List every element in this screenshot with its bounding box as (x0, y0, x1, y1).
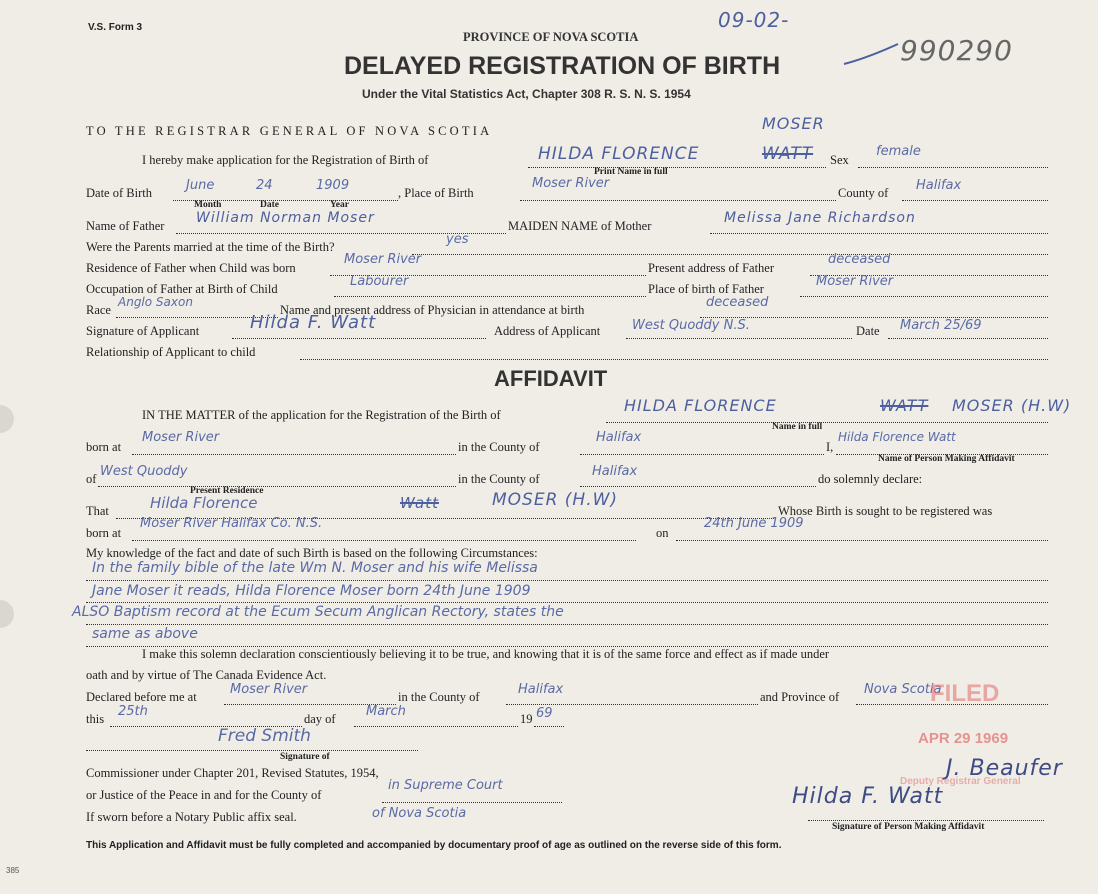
year-prefix: 19 (520, 712, 533, 726)
mother-value: Melissa Jane Richardson (724, 210, 916, 226)
county-value-4: Halifax (518, 682, 564, 697)
dob-day: 24 (256, 178, 273, 193)
affiant-caption: Signature of Person Making Affidavit (832, 822, 985, 832)
day-of-label: day of (304, 712, 336, 726)
matter-name: HILDA FLORENCE (624, 396, 777, 415)
married-value: yes (446, 232, 469, 247)
mother-label: MAIDEN NAME of Mother (508, 219, 652, 233)
declared-value: Moser River (230, 682, 308, 697)
month-caption: Month (194, 200, 222, 210)
race-label: Race (86, 303, 111, 317)
county-label: County of (838, 186, 889, 200)
race-value: Anglo Saxon (118, 295, 193, 309)
i-label: I, (826, 440, 834, 454)
filed-stamp: FILED (930, 680, 1000, 707)
punch-hole (0, 405, 14, 433)
footer-note: This Application and Affidavit must be fully completed and accompanied by documentary proof of age as outlined on the reverse side of this form. (86, 840, 782, 851)
county-value-2: Halifax (596, 430, 642, 445)
father-label: Name of Father (86, 219, 165, 233)
date-label: Date (856, 324, 880, 338)
punch-hole (0, 600, 14, 628)
date-caption: Date (260, 200, 279, 210)
father-birthplace-label: Place of birth of Father (648, 282, 764, 296)
born-at-label-2: born at (86, 526, 122, 540)
application-label: I hereby make application for the Registration of Birth of (142, 153, 429, 167)
applicant-address-value: West Quoddy N.S. (632, 318, 750, 333)
circumstance-line-3: ALSO Baptism record at the Ecum Secum Anglican Rectory, states the (72, 604, 564, 620)
month-value: March (366, 704, 406, 719)
dob-year: 1909 (316, 178, 350, 193)
name-correction: MOSER (762, 114, 825, 133)
matter-correction: MOSER (H.W) (952, 396, 1072, 415)
print-code: 385 (6, 866, 20, 875)
place-birth-label: , Place of Birth (398, 186, 474, 200)
commissioner-signature: Fred Smith (218, 726, 311, 746)
that-label: That (86, 504, 109, 518)
struck-surname: WATT (762, 144, 814, 164)
that-correction: MOSER (H.W) (492, 490, 619, 510)
matter-struck: WATT (880, 396, 929, 415)
present-address-label: Present address of Father (648, 261, 775, 275)
relationship-label: Relationship of Applicant to child (86, 345, 256, 359)
handwritten-ref: 09-02- (718, 8, 790, 32)
on-label: on (656, 526, 669, 540)
applicant-address-label: Address of Applicant (494, 324, 601, 338)
father-value: William Norman Moser (196, 210, 375, 226)
knowledge-label: My knowledge of the fact and date of such Birth is based on the following Circumstances: (86, 546, 538, 560)
applicant-signature: Hilda F. Watt (250, 312, 377, 333)
residence-value: Moser River (344, 252, 422, 267)
applicant-child-name: HILDA FLORENCE (538, 144, 700, 164)
circumstance-line-2: Jane Moser it reads, Hilda Florence Moser born 24th June 1909 (92, 583, 531, 599)
county-label-2: in the County of (458, 440, 540, 454)
signature-of-caption: Signature of (280, 752, 330, 762)
affiant-signature: Hilda F. Watt (792, 784, 944, 809)
name-in-full-caption: Name in full (772, 422, 823, 432)
circumstance-line-1: In the family bible of the late Wm N. Moser and his wife Melissa (92, 560, 538, 576)
commissioner-text: Commissioner under Chapter 201, Revised Statutes, 1954, (86, 766, 379, 780)
occupation-label: Occupation of Father at Birth of Child (86, 282, 278, 296)
affiant-name: Hilda Florence Watt (838, 430, 956, 444)
place-birth-value: Moser River (532, 176, 610, 191)
dob-month: June (186, 178, 215, 193)
province-value: Nova Scotia (864, 682, 942, 697)
married-label: Were the Parents married at the time of the Birth? (86, 240, 335, 254)
declare-label: do solemnly declare: (818, 472, 923, 486)
date-stamp: APR 29 1969 (918, 730, 1009, 747)
sex-value: female (876, 144, 921, 159)
person-caption: Name of Person Making Affidavit (878, 454, 1015, 464)
that-struck: Watt (400, 494, 439, 512)
justice-value: in Supreme Court (388, 778, 503, 793)
signature-label: Signature of Applicant (86, 324, 200, 338)
county-value-3: Halifax (592, 464, 638, 479)
county-value: Halifax (916, 178, 962, 193)
born-at-value-2: Moser River Halifax Co. N.S. (140, 516, 323, 531)
residence-label: Residence of Father when Child was born (86, 261, 296, 275)
matter-label: IN THE MATTER of the application for the Registration of the Birth of (142, 408, 501, 422)
form-id: V.S. Form 3 (88, 22, 143, 33)
whose-label: Whose Birth is sought to be registered was (778, 504, 993, 518)
addressee: TO THE REGISTRAR GENERAL OF NOVA SCOTIA (86, 124, 493, 138)
occupation-value: Labourer (350, 274, 409, 289)
notary-text: If sworn before a Notary Public affix seal. (86, 810, 297, 824)
province-heading: PROVINCE OF NOVA SCOTIA (463, 30, 639, 44)
year-value: 69 (536, 706, 553, 721)
date-value: March 25/69 (900, 318, 982, 333)
year-caption: Year (330, 200, 349, 210)
born-at-label: born at (86, 440, 122, 454)
of-value: West Quoddy (100, 464, 188, 479)
present-residence-caption: Present Residence (190, 486, 264, 496)
circumstance-line-4: same as above (92, 626, 198, 642)
physician-value: deceased (706, 295, 769, 310)
of-label: of (86, 472, 97, 486)
born-at-value: Moser River (142, 430, 220, 445)
pen-stroke (842, 40, 902, 70)
notary-value: of Nova Scotia (372, 806, 467, 821)
this-label: this (86, 712, 105, 726)
this-value: 25th (118, 704, 148, 719)
declared-label: Declared before me at (86, 690, 197, 704)
registration-number: 990290 (900, 34, 1013, 67)
on-value: 24th June 1909 (704, 516, 804, 531)
registrar-signature: J. Beaufer (946, 756, 1063, 781)
solemn-line-1: I make this solemn declaration conscientiously believing it to be true, and knowing that it is of the same force and effect as if made under (142, 647, 830, 661)
county-label-4: in the County of (398, 690, 480, 704)
affidavit-heading: AFFIDAVIT (494, 366, 608, 391)
province-label: and Province of (760, 690, 840, 704)
solemn-line-2: oath and by virtue of The Canada Evidence Act. (86, 668, 327, 682)
dob-label: Date of Birth (86, 186, 152, 200)
physician-label: Name and present address of Physician in attendance at birth (280, 303, 585, 317)
present-address-value: deceased (828, 252, 891, 267)
page-title: DELAYED REGISTRATION OF BIRTH (344, 52, 781, 80)
page-subtitle: Under the Vital Statistics Act, Chapter 308 R. S. N. S. 1954 (362, 87, 691, 101)
father-birthplace-value: Moser River (816, 274, 894, 289)
county-label-3: in the County of (458, 472, 540, 486)
sex-label: Sex (830, 153, 849, 167)
print-name-caption: Print Name in full (594, 167, 668, 177)
that-value: Hilda Florence (150, 494, 258, 512)
deputy-stamp: Deputy Registrar General (900, 776, 1021, 787)
justice-text: or Justice of the Peace in and for the County of (86, 788, 322, 802)
